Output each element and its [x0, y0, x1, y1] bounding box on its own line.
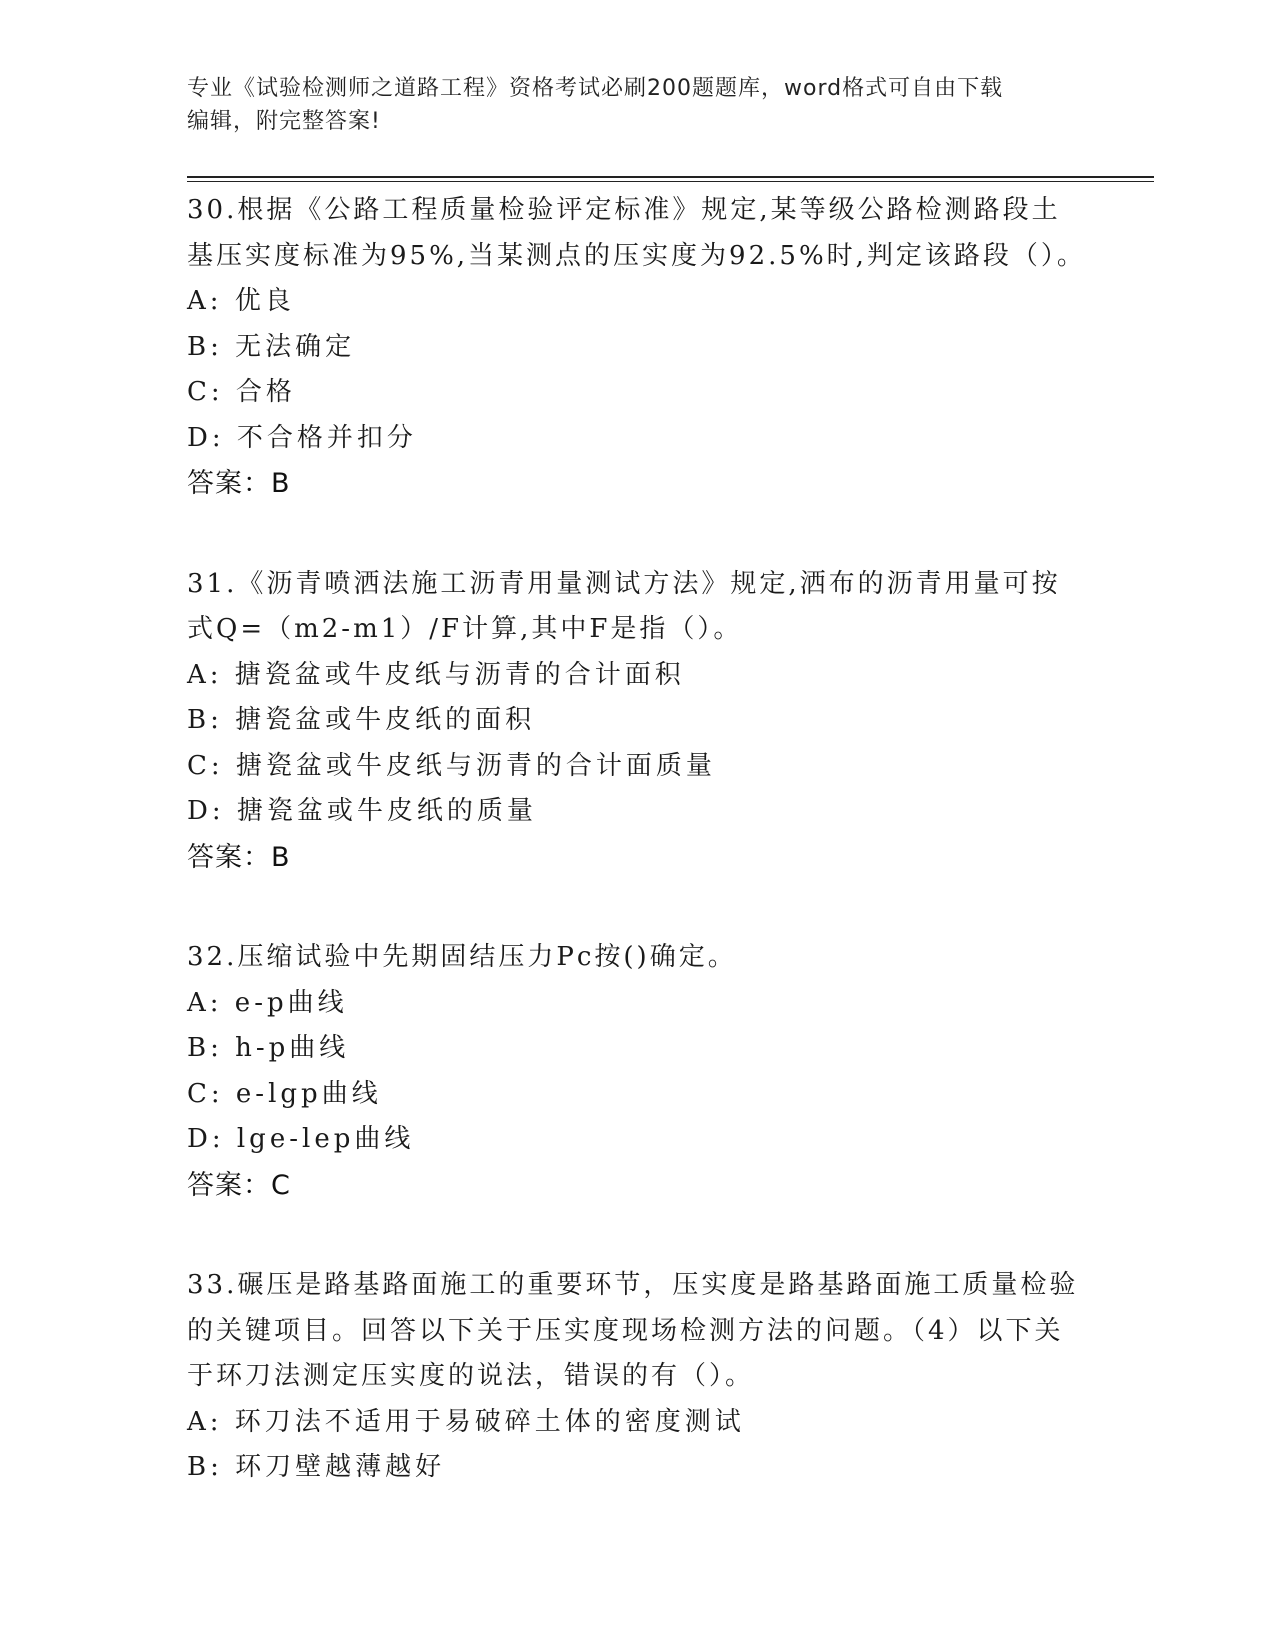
option-c: C: e-lgp曲线: [187, 1078, 382, 1109]
header-line-2: 编辑，附完整答案!: [187, 109, 381, 134]
question-text: 基压实度标准为95%,当某测点的压实度为92.5%时,判定该路段（）。: [187, 240, 1086, 271]
question-32: [187, 935, 1087, 1208]
question-text: 31.《沥青喷洒法施工沥青用量测试方法》规定,洒布的沥青用量可按: [187, 568, 1061, 599]
answer-line: 答案：B: [187, 841, 291, 873]
answer-line: 答案：B: [187, 468, 291, 499]
question-text: 33.碾压是路基路面施工的重要环节，压实度是路基路面施工质量检验: [187, 1270, 1079, 1300]
option-d: D: 不合格并扣分: [187, 422, 417, 453]
header-line-1: 专业《试验检测师之道路工程》资格考试必刷200题题库，word格式可自由下载: [187, 76, 1004, 101]
option-b: B: 无法确定: [187, 331, 356, 362]
answer-line: 答案：C: [187, 1169, 291, 1201]
question-text: 于环刀法测定压实度的说法，错误的有（）。: [187, 1361, 755, 1391]
header-divider-thick: [187, 176, 1154, 178]
document-header: [187, 72, 1067, 138]
question-text: 的关键项目。回答以下关于压实度现场检测方法的问题。（4）以下关: [187, 1315, 1064, 1346]
option-a: A: 搪瓷盆或牛皮纸与沥青的合计面积: [187, 659, 685, 690]
option-b: B: 搪瓷盆或牛皮纸的面积: [187, 705, 536, 735]
question-30: [187, 188, 1087, 507]
option-d: D: lge-lep曲线: [187, 1124, 415, 1154]
option-d: D: 搪瓷盆或牛皮纸的质量: [187, 796, 537, 826]
question-text: 32.压缩试验中先期固结压力Pc按()确定。: [187, 942, 737, 972]
question-31: [187, 562, 1087, 881]
option-b: B: 环刀壁越薄越好: [187, 1452, 446, 1482]
question-list: [187, 188, 1087, 1546]
option-a: A: 优良: [187, 286, 295, 316]
option-a: A: e-p曲线: [187, 987, 348, 1018]
question-text: 30.根据《公路工程质量检验评定标准》规定,某等级公路检测路段土: [187, 195, 1061, 225]
question-33: [187, 1263, 1087, 1491]
question-text: 式Q=（m2-m1）/F计算,其中F是指（）。: [187, 614, 743, 644]
option-c: C: 合格: [187, 377, 296, 407]
header-divider-thin: [187, 181, 1154, 182]
option-b: B: h-p曲线: [187, 1033, 350, 1063]
option-c: C: 搪瓷盆或牛皮纸与沥青的合计面质量: [187, 750, 716, 781]
option-a: A: 环刀法不适用于易破碎土体的密度测试: [187, 1406, 745, 1437]
